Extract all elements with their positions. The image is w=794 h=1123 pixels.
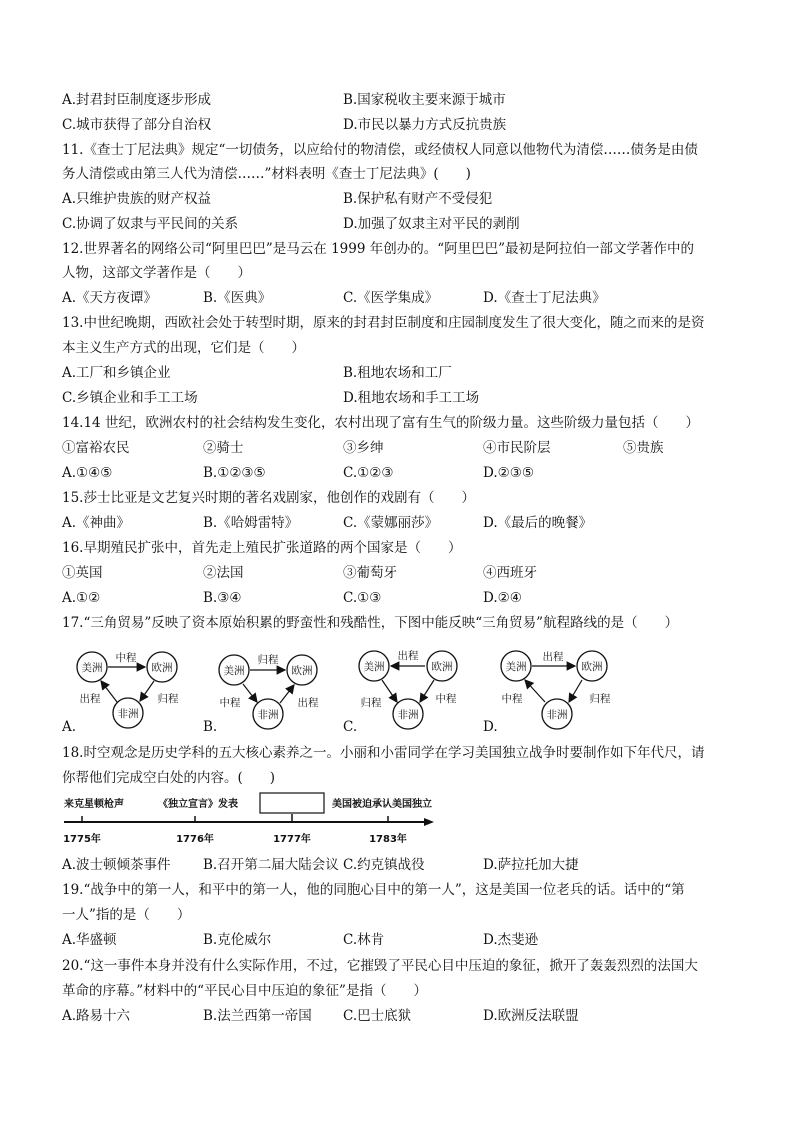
q18-stem-line1: 18.时空观念是历史学科的五大核心素养之一。小丽和小雷同学在学习美国独立战争时要制作如下年代尺，请 (62, 745, 705, 761)
q12-option-d: D.《查士丁尼法典》 (483, 290, 606, 306)
q20-option-a: A.路易十六 (62, 1008, 131, 1024)
q16-item-4: ④西班牙 (483, 565, 537, 581)
q20-option-d: D.欧洲反法联盟 (483, 1008, 579, 1024)
q19-option-b: B.克伦威尔 (203, 932, 272, 948)
q17-diagrams (60, 640, 680, 740)
timeline-year-1777: 1777年 (273, 834, 311, 845)
svg-text:非洲: 非洲 (397, 709, 419, 721)
timeline-year-1776: 1776年 (176, 834, 214, 845)
q14-item-3: ③乡绅 (343, 440, 384, 456)
q15-option-b: B.《哈姆雷特》 (203, 515, 299, 531)
svg-text:出程: 出程 (79, 693, 101, 705)
q20-stem-line2: 革命的序幕。”材料中的“平民心目中压迫的象征”是指（ ） (62, 983, 427, 999)
q13-stem-line1: 13.中世纪晚期，西欧社会处于转型时期，原来的封君封臣制度和庄园制度发生了很大变化，随之而来的是资 (62, 315, 705, 331)
q15-stem-line1: 15.莎士比亚是文艺复兴时期的著名戏剧家，他创作的戏剧有（ ） (62, 490, 475, 506)
q16-item-3: ③葡萄牙 (343, 565, 397, 581)
q16-option-c: C.①③ (343, 590, 382, 606)
timeline-year-1783: 1783年 (369, 834, 407, 845)
q17-option-a: A. (62, 719, 77, 735)
q17-option-d: D. (483, 719, 498, 735)
q18-option-c: C.约克镇战役 (343, 857, 425, 873)
svg-text:美洲: 美洲 (223, 665, 245, 677)
svg-text:中程: 中程 (435, 693, 457, 705)
q19-stem-line1: 19.“战争中的第一人，和平中的第一人，他的同胞心目中的第一人”，这是美国一位老兵的话。话中的“第 (62, 882, 685, 898)
svg-text:非洲: 非洲 (257, 709, 279, 721)
q17-option-c: C. (343, 719, 358, 735)
svg-text:美洲: 美洲 (363, 661, 385, 673)
svg-text:欧洲: 欧洲 (151, 662, 173, 674)
svg-text:归程: 归程 (589, 693, 611, 705)
timeline-event-1776: 《独立宣言》发表 (158, 799, 238, 810)
svg-text:出程: 出程 (297, 697, 319, 709)
q14-item-4: ④市民阶层 (483, 440, 551, 456)
q14-option-d: D.②③⑤ (483, 465, 534, 481)
q10-option-a: A.封君封臣制度逐步形成 (62, 92, 212, 108)
q19-option-a: A.华盛顿 (62, 932, 117, 948)
q18-option-b: B.召开第二届大陆会议 (203, 857, 339, 873)
q17-diagram-d (501, 650, 611, 729)
svg-text:欧洲: 欧洲 (581, 661, 603, 673)
svg-text:归程: 归程 (257, 654, 279, 666)
svg-text:中程: 中程 (501, 693, 523, 705)
q19-option-c: C.林肯 (343, 932, 385, 948)
svg-text:欧洲: 欧洲 (431, 661, 453, 673)
q14-option-b: B.①②③⑤ (203, 465, 266, 481)
q12-stem-line2: 人物，这部文学著作是（ ） (62, 265, 251, 281)
q11-option-a: A.只维护贵族的财产权益 (62, 191, 212, 207)
q10-option-d: D.市民以暴力方式反抗贵族 (343, 117, 507, 133)
q16-option-b: B.③④ (203, 590, 242, 606)
q17-stem-line1: 17.“三角贸易”反映了资本原始积累的野蛮性和残酷性，下图中能反映“三角贸易”航程路线的是（ ） (62, 615, 679, 631)
q17-diagram-b (219, 653, 319, 729)
q16-option-a: A.①② (62, 590, 101, 606)
q13-option-a: A.工厂和乡镇企业 (62, 365, 171, 381)
q11-option-b: B.保护私有财产不受侵犯 (343, 191, 493, 207)
timeline-year-1775: 1775年 (63, 834, 101, 845)
timeline-event-1775: 来克星顿枪声 (64, 799, 124, 810)
timeline-event-1783: 美国被迫承认美国独立 (332, 799, 432, 810)
q17-diagram-c (359, 649, 457, 729)
q19-option-d: D.杰斐逊 (483, 932, 539, 948)
q12-option-b: B.《医典》 (203, 290, 272, 306)
q14-item-1: ①富裕农民 (62, 440, 130, 456)
svg-text:中程: 中程 (115, 652, 137, 664)
svg-text:出程: 出程 (397, 650, 419, 662)
q17-diagram-a (77, 651, 179, 728)
q18-timeline (62, 790, 442, 850)
q18-option-d: D.萨拉托加大捷 (483, 857, 579, 873)
q18-option-a: A.波士顿倾茶事件 (62, 857, 171, 873)
q15-option-c: C.《蒙娜丽莎》 (343, 515, 439, 531)
q14-option-a: A.①④⑤ (62, 465, 113, 481)
svg-text:非洲: 非洲 (117, 708, 139, 720)
q16-stem-line1: 16.早期殖民扩张中，首先走上殖民扩张道路的两个国家是（ ） (62, 540, 462, 556)
q18-stem-line2: 你帮他们完成空白处的内容。( ) (62, 770, 276, 786)
q10-option-c: C.城市获得了部分自治权 (62, 117, 212, 133)
q15-option-a: A.《神曲》 (62, 515, 131, 531)
q14-item-2: ②骑士 (203, 440, 244, 456)
q16-item-1: ①英国 (62, 565, 103, 581)
q13-option-d: D.租地农场和手工工场 (343, 390, 480, 406)
svg-text:出程: 出程 (542, 651, 564, 663)
svg-text:中程: 中程 (219, 697, 241, 709)
q20-option-c: C.巴士底狱 (343, 1008, 412, 1024)
svg-text:非洲: 非洲 (546, 709, 568, 721)
q13-option-b: B.租地农场和工厂 (343, 365, 452, 381)
q12-stem-line1: 12.世界著名的网络公司“阿里巴巴”是马云在 1999 年创办的。“阿里巴巴”最初是阿拉伯一部文学著作中的 (62, 241, 695, 257)
q20-option-b: B.法兰西第一帝国 (203, 1008, 312, 1024)
q11-stem-line1: 11.《查士丁尼法典》规定“一切债务，以应给付的物清偿，或经债权人同意以他物代为清偿……债务是由债 (62, 142, 698, 158)
q16-item-2: ②法国 (203, 565, 244, 581)
timeline-blank-box (260, 793, 324, 813)
q19-stem-line2: 一人”指的是（ ） (62, 907, 191, 923)
q14-stem-line1: 14.14 世纪，欧洲农村的社会结构发生变化，农村出现了富有生气的阶级力量。这些阶级力量包括（ ） (62, 415, 699, 431)
q12-option-a: A.《天方夜谭》 (62, 290, 158, 306)
q11-stem-line2: 务人清偿或由第三人代为清偿……”材料表明《查士丁尼法典》( ) (62, 166, 471, 182)
q11-option-c: C.协调了奴隶与平民间的关系 (62, 216, 239, 232)
q17-option-b: B. (203, 719, 218, 735)
q16-option-d: D.②④ (483, 590, 522, 606)
q14-item-5: ⑤贵族 (623, 440, 664, 456)
q13-stem-line2: 本主义生产方式的出现，它们是（ ） (62, 340, 305, 356)
q10-option-b: B.国家税收主要来源于城市 (343, 92, 506, 108)
svg-text:美洲: 美洲 (505, 661, 527, 673)
q12-option-c: C.《医学集成》 (343, 290, 439, 306)
q14-option-c: C.①②③ (343, 465, 394, 481)
svg-text:归程: 归程 (360, 697, 382, 709)
q20-stem-line1: 20.“这一事件本身并没有什么实际作用，不过，它摧毁了平民心目中压迫的象征，掀开了轰轰烈烈的法国大 (62, 958, 698, 974)
svg-text:归程: 归程 (157, 693, 179, 705)
q11-option-d: D.加强了奴隶主对平民的剥削 (343, 216, 520, 232)
q13-option-c: C.乡镇企业和手工工场 (62, 390, 198, 406)
svg-text:欧洲: 欧洲 (291, 665, 313, 677)
q15-option-d: D.《最后的晚餐》 (483, 515, 593, 531)
svg-text:美洲: 美洲 (81, 662, 103, 674)
